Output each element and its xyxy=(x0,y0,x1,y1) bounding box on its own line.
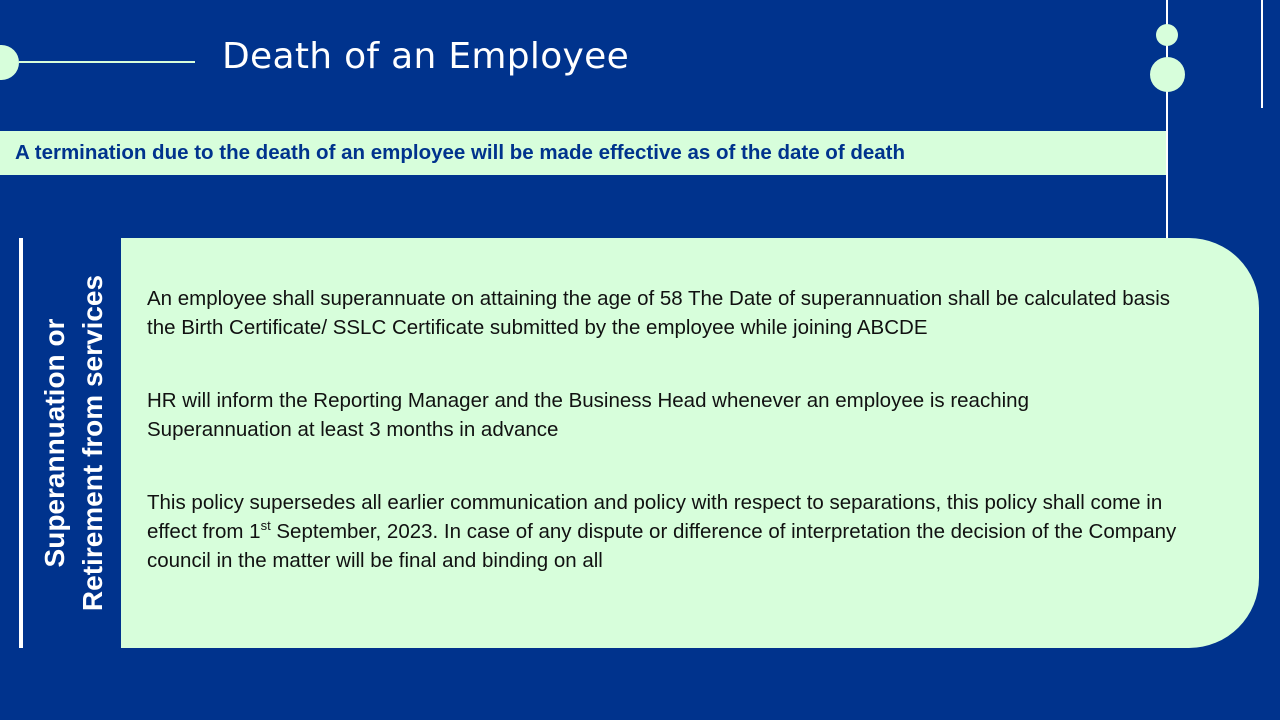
hr-notice-paragraph: HR will inform the Reporting Manager and the Business Head whenever an employee is reaching Superannuation at least 3 months in advance xyxy=(147,389,1029,441)
section-label-text xyxy=(36,275,112,611)
policy-text-part-2: September, 2023. In case of any dispute or difference of interpretation the decision of the Company council in the matter will be final and binding on all xyxy=(147,520,1177,572)
policy-text-part-1: This policy supersedes all earlier communication and policy with respect to separations, this policy shall come in effect from 1 xyxy=(147,491,1163,543)
superannuation-age-paragraph: An employee shall superannuate on attaining the age of 58 The Date of superannuation shall be calculated basis the Birth Certificate/ SSLC Certificate submitted by the employee while joining ABCDE xyxy=(147,287,1171,339)
section-label xyxy=(36,238,112,648)
banner-text: A termination due to the death of an employee will be made effective as of the date of death xyxy=(15,141,906,164)
title-line-decoration xyxy=(19,61,195,63)
policy-effect-paragraph xyxy=(147,488,1179,575)
vertical-line-right-decoration xyxy=(1261,0,1263,108)
termination-banner xyxy=(0,131,1166,175)
half-circle-decoration xyxy=(0,45,19,80)
large-circle-decoration xyxy=(1150,57,1185,92)
side-accent-bar xyxy=(19,238,23,648)
section-label-line-1: Superannuation or xyxy=(39,318,70,568)
page-title: Death of an Employee xyxy=(222,36,630,77)
ordinal-suffix: st xyxy=(260,518,271,534)
section-label-line-2: Retirement from services xyxy=(77,274,108,612)
content-panel xyxy=(121,238,1259,648)
small-circle-decoration xyxy=(1156,24,1178,46)
